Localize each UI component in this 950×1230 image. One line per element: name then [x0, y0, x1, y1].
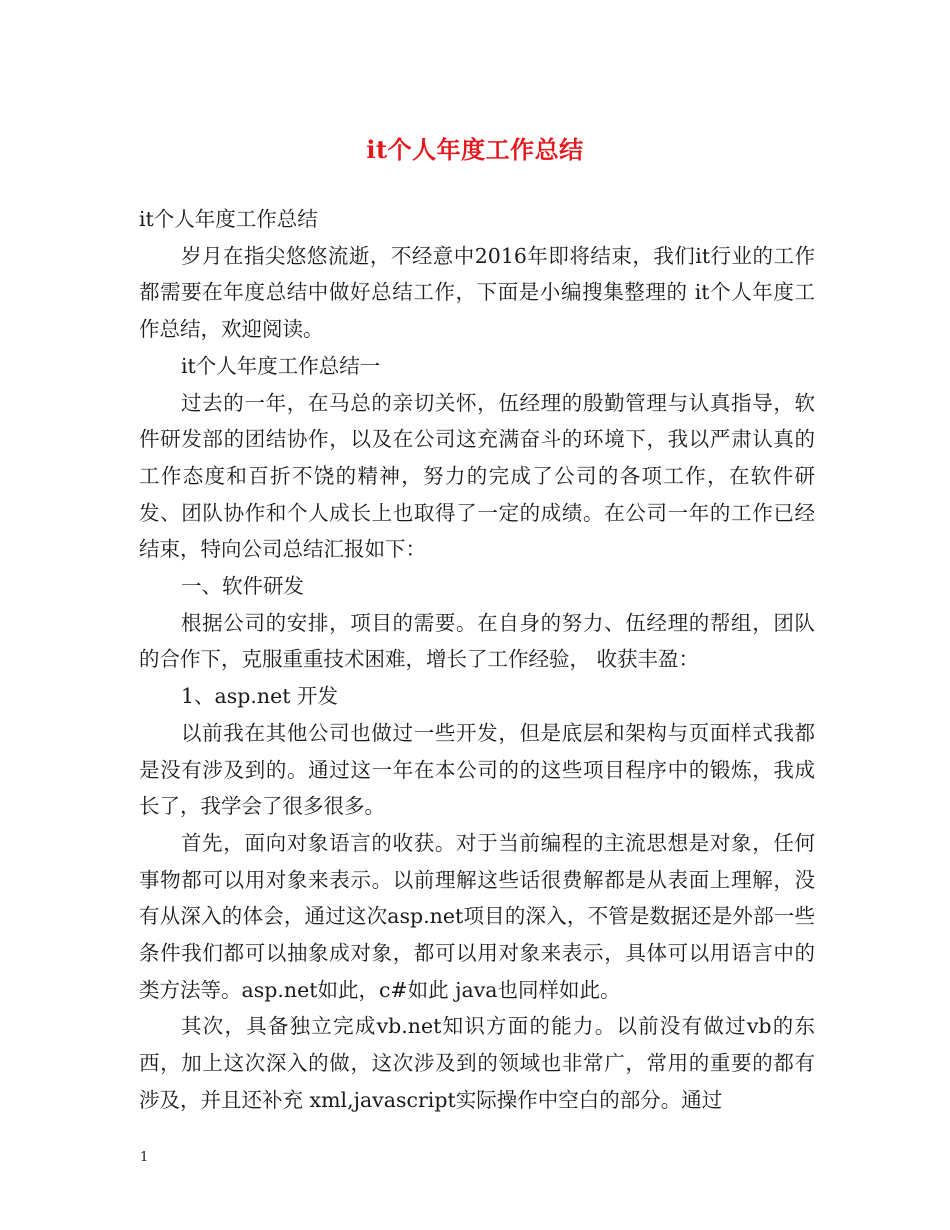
- section-heading: 1、asp.net 开发: [181, 684, 339, 709]
- section-heading: it个人年度工作总结一: [181, 353, 381, 378]
- document-title: it个人年度工作总结: [366, 135, 584, 164]
- paragraph: 根据公司的安排，项目的需要。在自身的努力、伍经理的帮组，团队的合作下，克服重重技术困难，增长了工作经验， 收获丰盈：: [139, 610, 815, 672]
- paragraph: 过去的一年，在马总的亲切关怀，伍经理的殷勤管理与认真指导，软件研发部的团结协作，以及在公司这充满奋斗的环境下，我以严肃认真的工作态度和百折不饶的精神，努力的完成了公司的各项工作，在软件研发、团队协作和个人成长上也取得了一定的成绩。在公司一年的工作已经结束，特向公司总结汇报如下：: [139, 390, 815, 562]
- page-number: 1: [140, 1150, 149, 1165]
- paragraph: it个人年度工作总结: [139, 207, 318, 231]
- paragraph: 以前我在其他公司也做过一些开发，但是底层和架构与页面样式我都是没有涉及到的。通过这一年在本公司的的这些项目程序中的锻炼，我成长了，我学会了很多很多。: [139, 720, 815, 819]
- paragraph: 其次，具备独立完成vb.net知识方面的能力。以前没有做过vb的东西，加上这次深入的做，这次涉及到的领域也非常广，常用的重要的都有涉及，并且还补充 xml,javascript实际操作中空白的部分。通过: [139, 1014, 815, 1112]
- document-body: [139, 201, 815, 1119]
- paragraph: 首先，面向对象语言的收获。对于当前编程的主流思想是对象，任何事物都可以用对象来表示。以前理解这些话很费解都是从表面上理解，没有从深入的体会，通过这次asp.net项目的深入，不管是数据还是外部一些条件我们都可以抽象成对象，都可以用对象来表示，具体可以用语言中的类方法等。asp.net如此，c#如此 java也同样如此。: [139, 830, 815, 1002]
- paragraph: 岁月在指尖悠悠流逝，不经意中2016年即将结束，我们it行业的工作都需要在年度总结中做好总结工作，下面是小编搜集整理的 it个人年度工作总结，欢迎阅读。: [139, 243, 815, 342]
- section-heading: 一、软件研发: [181, 574, 304, 599]
